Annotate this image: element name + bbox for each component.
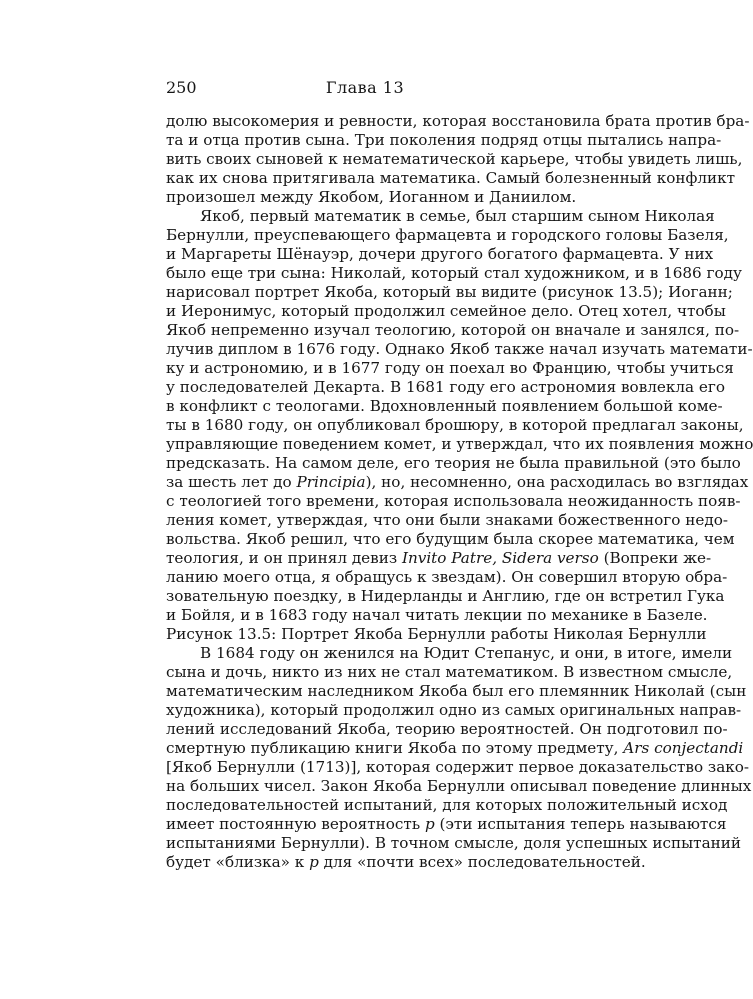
text-line: ты в 1680 году, он опубликовал брошюру, в которой предлагал законы, (166, 416, 744, 434)
text-line: Якоб, первый математик в семье, был старшим сыном Николая (200, 207, 715, 225)
text-line: в конфликт с теологами. Вдохновленный появлением большой коме- (166, 397, 723, 415)
text-line: математическим наследником Якоба был его племянник Николай (сын (166, 682, 747, 700)
text-line: ланию моего отца, я обращусь к звездам). Он совершил вторую обра- (166, 568, 728, 586)
text-line: испытаниями Бернулли). В точном смысле, доля успешных испытаний (166, 834, 741, 852)
text-line: сына и дочь, никто из них не стал математиком. В известном смысле, (166, 663, 733, 681)
text-line: на больших чисел. Закон Якоба Бернулли описывал поведение длинных (166, 777, 752, 795)
chapter-title: Глава 13 (325, 78, 405, 97)
text-line: было еще три сына: Николай, который стал художником, и в 1686 году (166, 264, 742, 282)
text-line: лучив диплом в 1676 году. Однако Якоб также начал изучать математи- (166, 340, 753, 358)
text-line: управляющие поведением комет, и утверждал, что их появления можно (166, 435, 753, 453)
text-line: художника), который продолжил одно из самых оригинальных направ- (166, 701, 742, 719)
text-line: Якоб непременно изучал теологию, которой он вначале и занялся, по- (166, 321, 740, 339)
text-line: будет «близка» к p для «почти всех» последовательностей. (166, 853, 646, 871)
page-number: 250 (166, 78, 197, 97)
text-line: у последователей Декарта. В 1681 году его астрономия вовлекла его (166, 378, 725, 396)
text-line: зовательную поездку, в Нидерланды и Англию, где он встретил Гука (166, 587, 725, 605)
text-line: В 1684 году он женился на Юдит Степанус, и они, в итоге, имели (200, 644, 733, 662)
text-line: та и отца против сына. Три поколения подряд отцы пытались напра- (166, 131, 722, 149)
text-line: и Иеронимус, который продолжил семейное дело. Отец хотел, чтобы (166, 302, 726, 320)
text-line: последовательностей испытаний, для которых положительный исход (166, 796, 728, 814)
text-line: предсказать. На самом деле, его теория не была правильной (это было (166, 454, 741, 472)
text-line: вить своих сыновей к нематематической карьере, чтобы увидеть лишь, (166, 150, 743, 168)
running-header (166, 78, 564, 102)
text-line: произошел между Якобом, Иоганном и Даниилом. (166, 188, 577, 206)
text-line: как их снова притягивала математика. Самый болезненный конфликт (166, 169, 736, 187)
text-line: долю высокомерия и ревности, которая восстановила брата против бра- (166, 112, 750, 130)
figure-caption: Рисунок 13.5: Портрет Якоба Бернулли работы Николая Бернулли (166, 625, 707, 643)
text-line: смертную публикацию книги Якоба по этому предмету, Ars conjectandi (166, 739, 744, 757)
body-text (166, 112, 753, 872)
text-line: нарисовал портрет Якоба, который вы видите (рисунок 13.5); Иоганн; (166, 283, 733, 301)
text-line: с теологией того времени, которая использовала неожиданность появ- (166, 492, 741, 510)
text-line: ления комет, утверждая, что они были знаками божественного недо- (166, 511, 728, 529)
text-line: ку и астрономию, и в 1677 году он поехал во Францию, чтобы учиться (166, 359, 734, 377)
text-line: и Бойля, и в 1683 году начал читать лекции по механике в Базеле. (166, 606, 708, 624)
text-line: имеет постоянную вероятность p (эти испытания теперь называются (166, 815, 727, 833)
text-line: вольства. Якоб решил, что его будущим была скорее математика, чем (166, 530, 735, 548)
text-line: лений исследований Якоба, теорию вероятностей. Он подготовил по- (166, 720, 728, 738)
text-line: теология, и он принял девиз Invito Patre, Sidera verso (Вопреки же- (166, 549, 712, 567)
text-line: [Якоб Бернулли (1713)], которая содержит первое доказательство зако- (166, 758, 750, 776)
text-line: Бернулли, преуспевающего фармацевта и городского головы Базеля, (166, 226, 729, 244)
text-line: за шесть лет до Principia), но, несомненно, она расходилась во взглядах (166, 473, 749, 491)
text-line: и Маргареты Шёнауэр, дочери другого богатого фармацевта. У них (166, 245, 714, 263)
